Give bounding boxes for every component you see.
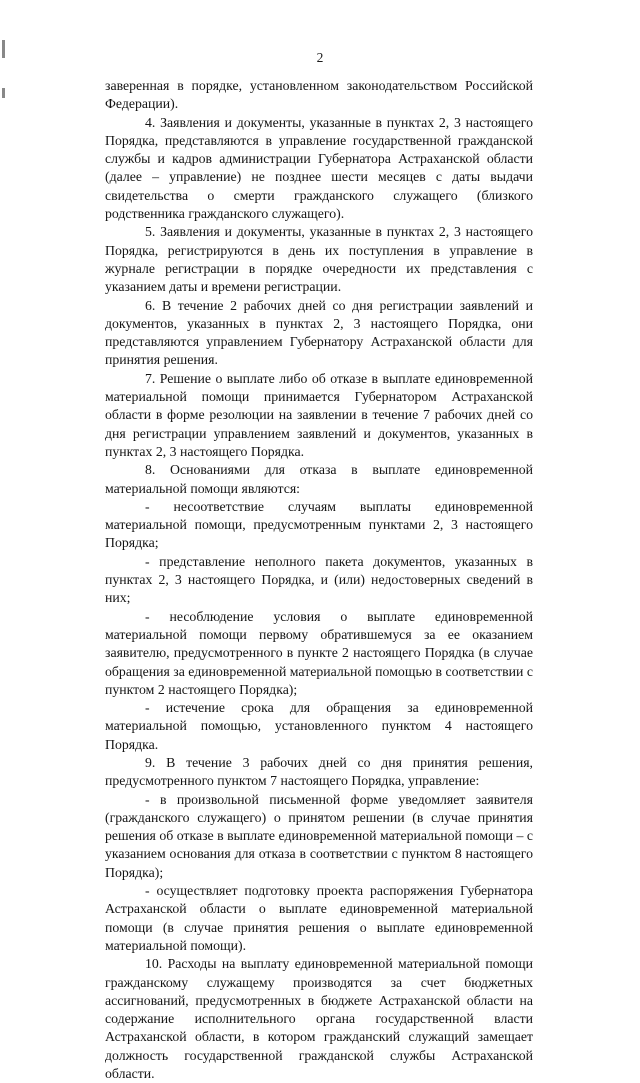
paragraph-p10: 10. Расходы на выплату единовременной материальной помощи гражданскому служащему производятся за счет бюджетных ассигнований, предусмотренных в бюджете Астраханской области на содержание исполнительного органа государственной власти Астраханской области, в котором гражданский служащий замещает должность государственной гражданской службы Астраханской области. (105, 956, 533, 1082)
paragraph-p8-2: - представление неполного пакета документов, указанных в пунктах 2, 3 настоящего Порядка, и (или) недостоверных сведений в них; (105, 553, 533, 606)
paragraph-p5: 5. Заявления и документы, указанные в пунктах 2, 3 настоящего Порядка, регистрируются в день их поступления в управление в журнале регистрации в порядке очередности их представления с указанием даты и времени регистрации. (105, 224, 533, 295)
paragraph-p4: 4. Заявления и документы, указанные в пунктах 2, 3 настоящего Порядка, представляются в управление государственной гражданской службы и кадров администрации Губернатора Астраханской области (далее – управление) не позднее шести месяцев с даты выдачи свидетельства о смерти гражданского служащего (близкого родственника гражданского служащего). (105, 114, 533, 222)
page-number: 2 (316, 50, 324, 65)
document-body (105, 77, 533, 1083)
paragraph-p8-3: - несоблюдение условия о выплате единовременной материальной помощи первому обратившемуся за ее оказанием заявителю, предусмотренного в пункте 2 настоящего Порядка (в случае обращения за единовременной материальной помощью в соответствии с пунктом 2 настоящего Порядка); (105, 608, 533, 697)
paragraph-cont-3: заверенная в порядке, установленном законодательством Российской Федерации). (105, 78, 533, 112)
paragraph-p9-2: - осуществляет подготовку проекта распоряжения Губернатора Астраханской области о выплате единовременной материальной помощи (в случае принятия решения о выплате единовременной материальной помощи). (105, 883, 533, 953)
paragraph-p7: 7. Решение о выплате либо об отказе в выплате единовременной материальной помощи принимается Губернатором Астраханской области в форме резолюции на заявлении в течение 7 рабочих дней со дня регистрации управлением заявлений и документов, указанных в пунктах 2, 3 настоящего Порядка. (105, 370, 533, 459)
scan-margin-mark (2, 88, 5, 98)
paragraph-p9: 9. В течение 3 рабочих дней со дня принятия решения, предусмотренного пунктом 7 настоящего Порядка, управление: (105, 754, 533, 789)
paragraph-p8: 8. Основаниями для отказа в выплате единовременной материальной помощи являются: (105, 462, 533, 496)
paragraph-p6: 6. В течение 2 рабочих дней со дня регистрации заявлений и документов, указанных в пунктах 2, 3 настоящего Порядка, они представляются управлением Губернатору Астраханской области для принятия решения. (105, 297, 533, 368)
paragraph-p9-1: - в произвольной письменной форме уведомляет заявителя (гражданского служащего) о принятом решении (в случае принятия решения об отказе в выплате единовременной материальной помощи – с указанием основания для отказа в соответствии с пунктом 8 настоящего Порядка); (105, 791, 533, 880)
paragraph-p8-4: - истечение срока для обращения за единовременной материальной помощью, установленного пунктом 4 настоящего Порядка. (105, 700, 533, 752)
paragraph-p8-1: - несоответствие случаям выплаты единовременной материальной помощи, предусмотренным пунктами 2, 3 настоящего Порядка; (105, 498, 533, 551)
